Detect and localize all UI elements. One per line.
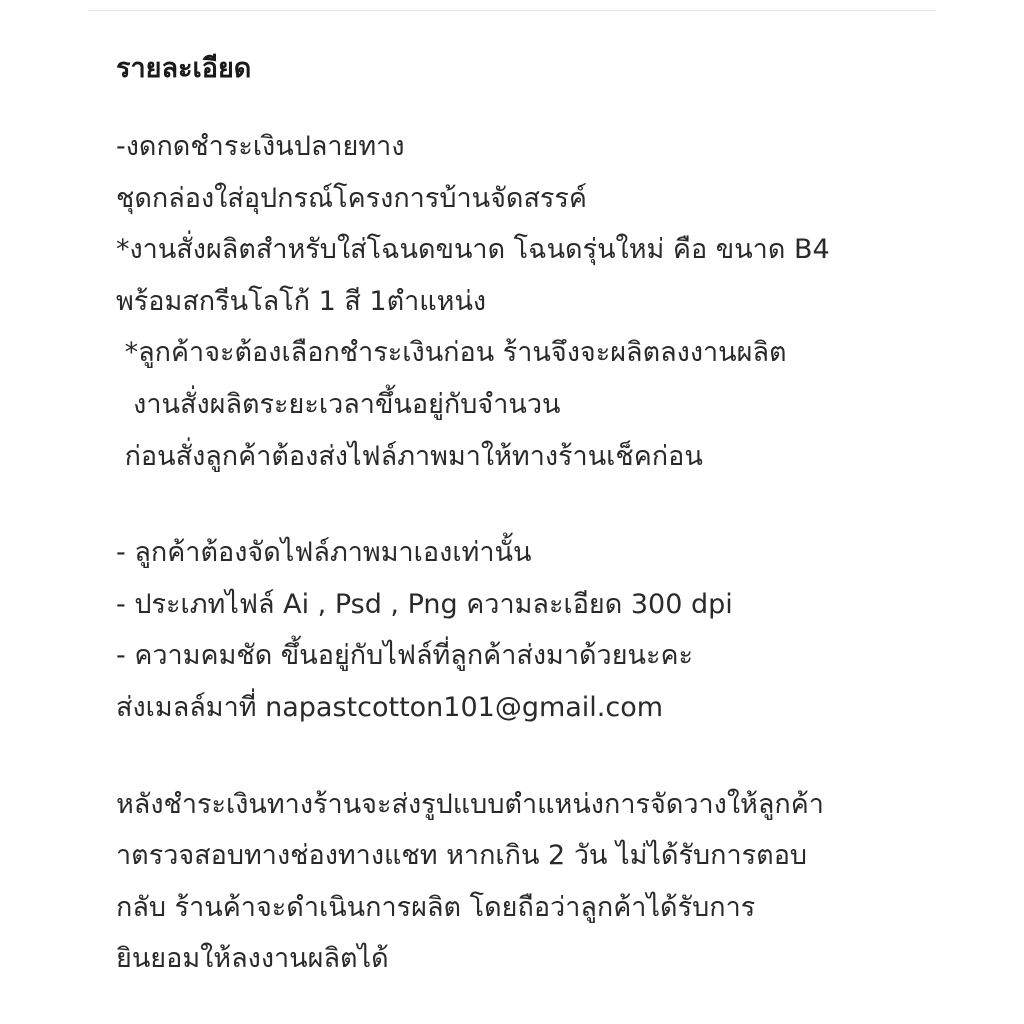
detail-line: *ลูกค้าจะต้องเลือกชำระเงินก่อน ร้านจึงจะผลิตลงงานผลิต xyxy=(116,337,787,369)
detail-line: กลับ ร้านค้าจะดำเนินการผลิต โดยถือว่าลูกค้าได้รับการ xyxy=(116,891,756,923)
detail-line: พร้อมสกรีนโลโก้ 1 สี 1ตำแหน่ง xyxy=(116,285,487,317)
detail-block-approval xyxy=(116,779,996,985)
detail-line: ก่อนสั่งลูกค้าต้องส่งไฟล์ภาพมาให้ทางร้านเช็คก่อน xyxy=(116,440,703,472)
detail-line: หลังชำระเงินทางร้านจะส่งรูปแบบตำแหน่งการจัดวางให้ลูกค้า xyxy=(116,788,824,820)
section-heading: รายละเอียด xyxy=(116,53,252,84)
detail-line: งานสั่งผลิตระยะเวลาขึ้นอยู่กับจำนวน xyxy=(116,388,561,420)
detail-line: - ประเภทไฟล์ Ai , Psd , Png ความละเอียด 300 dpi xyxy=(116,588,733,620)
email-line: ส่งเมลล์มาที่ napastcotton101@gmail.com xyxy=(116,691,664,723)
detail-line: - ความคมชัด ขึ้นอยู่กับไฟล์ที่ลูกค้าส่งมาด้วยนะคะ xyxy=(116,640,694,672)
detail-line: - ลูกค้าต้องจัดไฟล์ภาพมาเองเท่านั้น xyxy=(116,537,532,569)
detail-line: -งดกดชำระเงินปลายทาง xyxy=(116,131,405,162)
top-divider xyxy=(88,10,936,11)
detail-line: าตรวจสอบทางช่องทางแชท หากเกิน 2 วัน ไม่ได้รับการตอบ xyxy=(116,840,808,872)
detail-line: *งานสั่งผลิตสำหรับใส่โฉนดขนาด โฉนดรุ่นใหม่ คือ ขนาด B4 xyxy=(116,234,830,266)
block-spacer xyxy=(116,482,996,527)
product-detail-section xyxy=(116,44,996,985)
detail-block-files xyxy=(116,527,996,733)
block-spacer xyxy=(116,734,996,779)
detail-line: ยินยอมให้ลงงานผลิตได้ xyxy=(116,943,389,975)
detail-block-ordering xyxy=(116,121,996,482)
detail-line: ชุดกล่องใส่อุปกรณ์โครงการบ้านจัดสรรค์ xyxy=(116,182,587,214)
